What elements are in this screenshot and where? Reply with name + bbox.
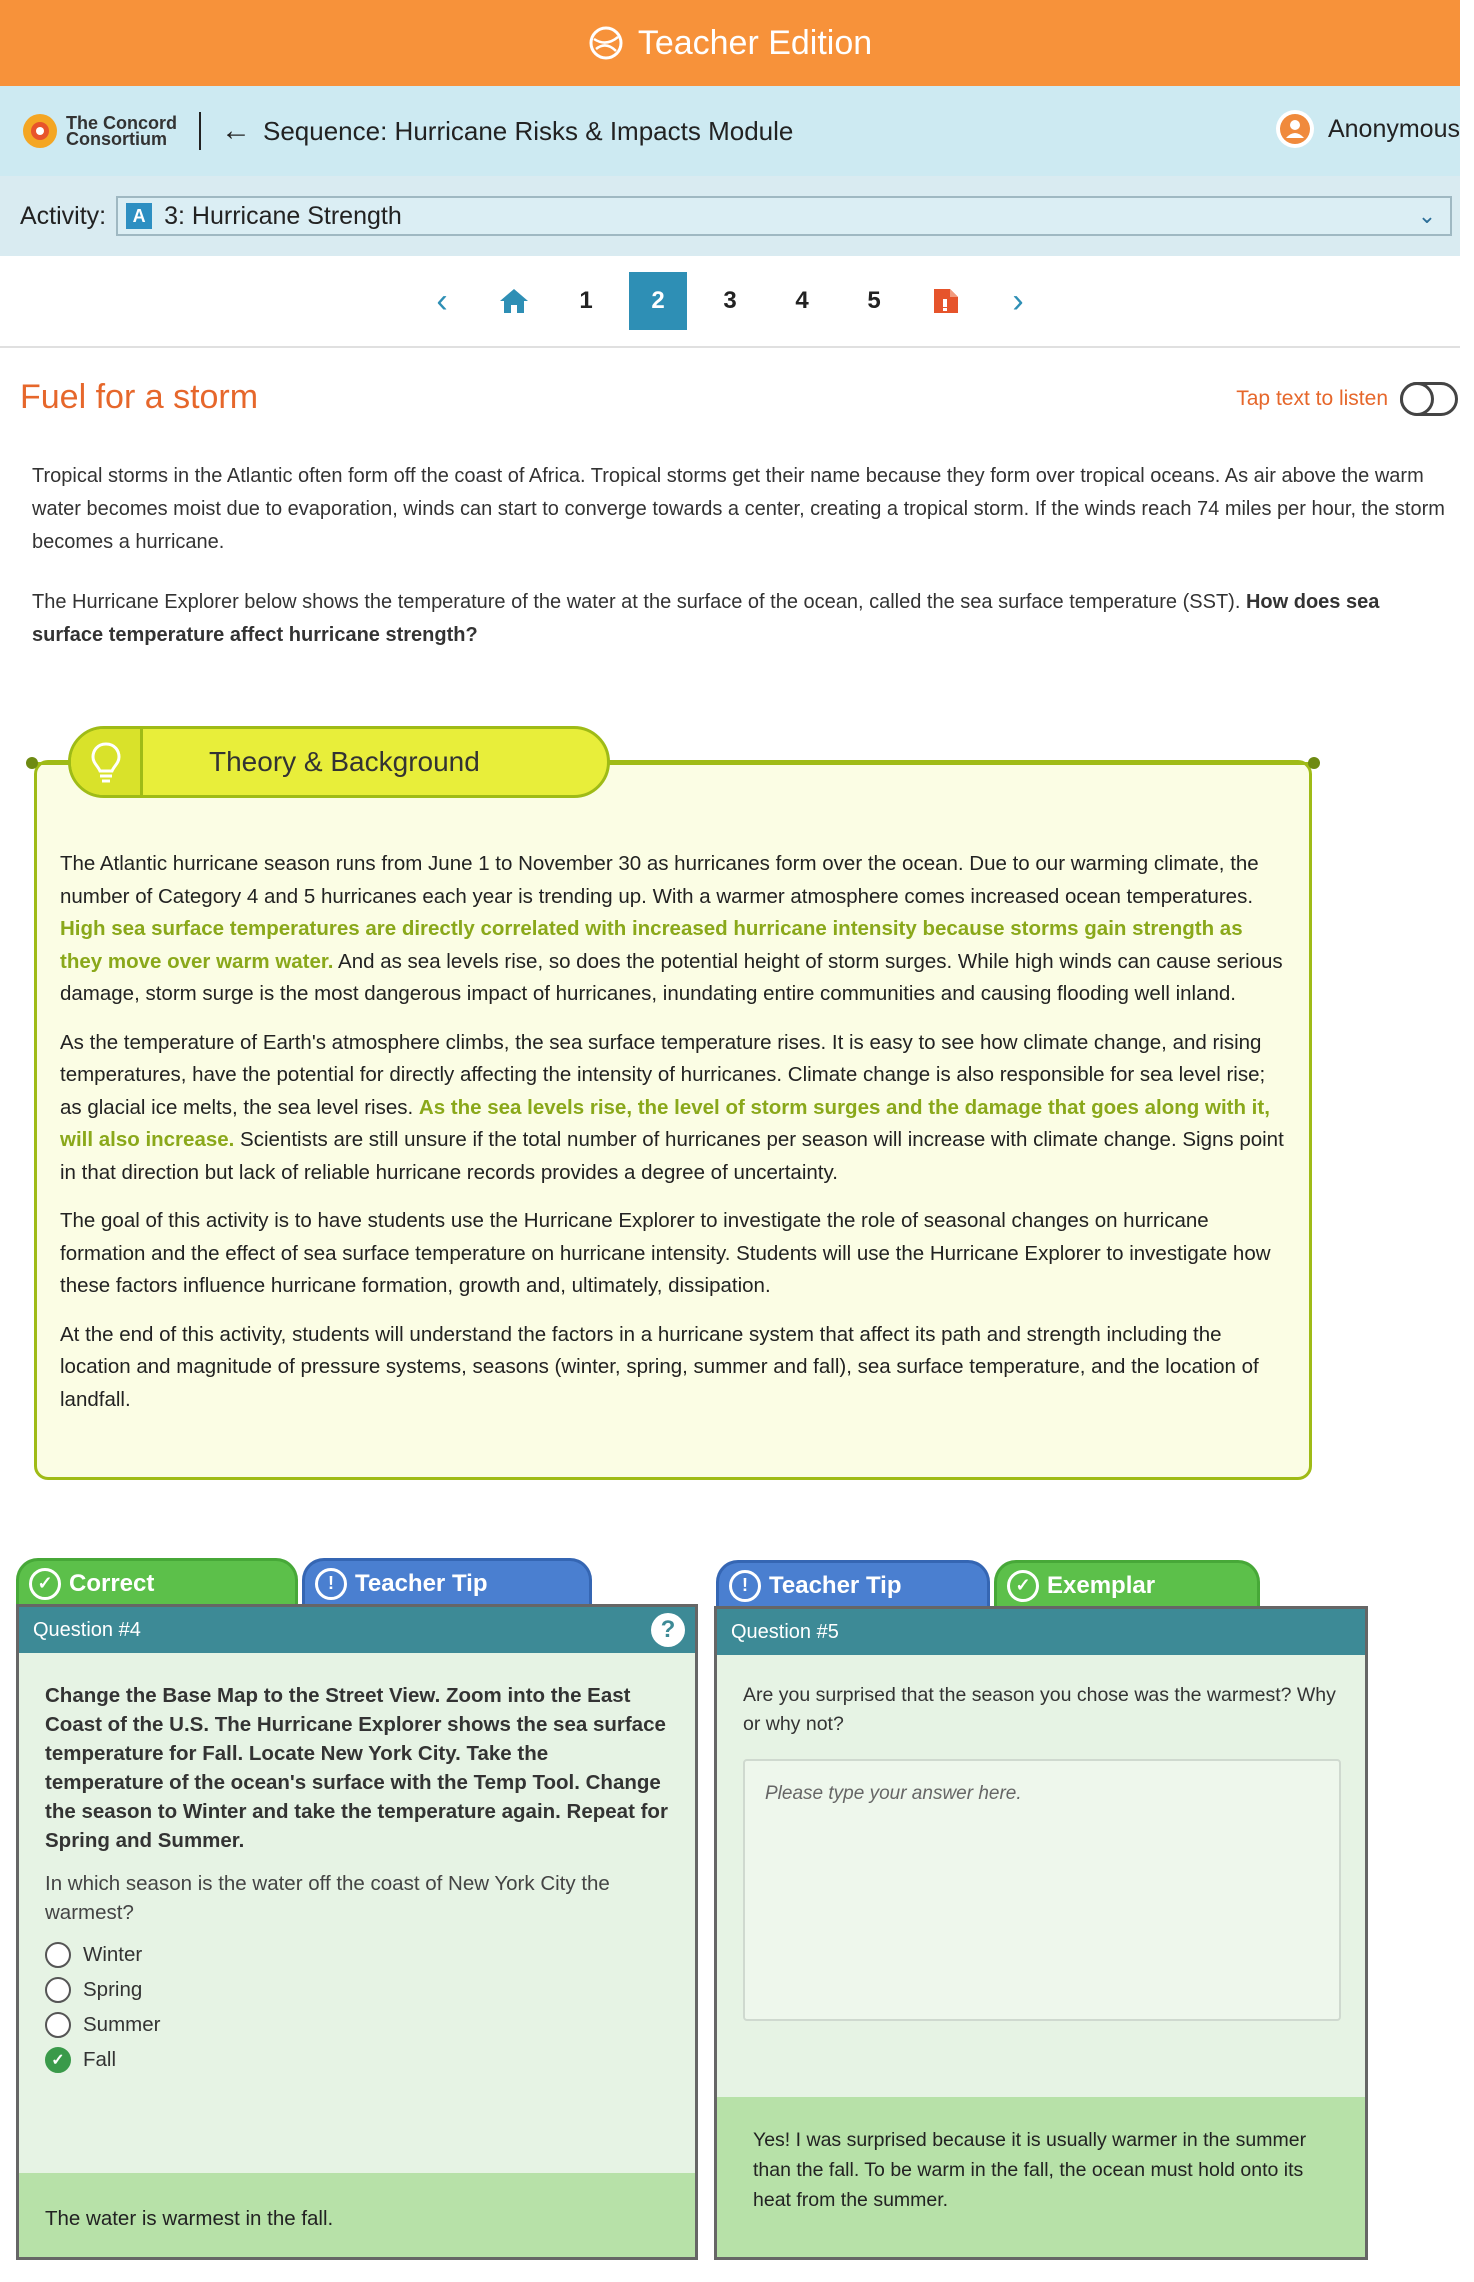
report-icon [931, 286, 961, 316]
home-icon [498, 287, 530, 315]
concord-logo[interactable] [20, 111, 177, 151]
theory-p1-a: The Atlantic hurricane season runs from June 1 to November 30 as hurricanes form over the ocean. Due to our warming climate, the number of Category 4 and 5 hurricanes each year is trending up. With a warmer atmosphere comes increased ocean temperatures. [60, 852, 1259, 908]
theory-paragraph-4: At the end of this activity, students will understand the factors in a hurricane system that affect its path and strength including the location and magnitude of pressure systems, seasons (winter, spring, summer and fall), sea surface temperature, and the location of landfall. [60, 1322, 1259, 1411]
radio-button[interactable] [45, 1977, 71, 2003]
option-label: Fall [83, 2047, 117, 2071]
top-nav [0, 86, 1460, 176]
logo-line2: Consortium [66, 129, 167, 149]
home-button[interactable] [485, 272, 543, 330]
activity-selected: 3: Hurricane Strength [164, 201, 402, 230]
intro-p2-question: How does sea surface temperature affect hurricane strength? [32, 591, 1380, 646]
page-5-button[interactable]: 5 [867, 287, 881, 314]
listen-control[interactable] [1236, 382, 1458, 416]
theory-p1-b: And as sea levels rise, so does the potential height of storm surges. While high winds can cause serious damage, storm surge is the most dangerous impact of hurricanes, inundating entire communities and causing flooding well inland. [60, 949, 1283, 1005]
rule-dot-right [1308, 757, 1320, 769]
globe-icon [588, 25, 624, 61]
page-title: Fuel for a storm [20, 378, 259, 416]
theory-p2-highlight: As the sea levels rise, the level of storm surges and the damage that goes along with it, will also increase. [60, 1095, 1270, 1151]
tab-teacher-tip-q5[interactable] [716, 1560, 990, 1608]
page-2-button[interactable]: 2 [629, 272, 687, 330]
tab-exemplar[interactable] [994, 1560, 1260, 1608]
help-icon[interactable]: ? [651, 1613, 685, 1647]
question-4-header [19, 1607, 695, 1653]
tab-correct[interactable] [16, 1558, 298, 1606]
theory-p1-highlight: High sea surface temperatures are directly correlated with increased hurricane intensity because storms gain strength as they move over warm water. [60, 917, 1243, 973]
page-1-button[interactable]: 1 [579, 287, 593, 314]
concord-logo-icon [20, 111, 60, 151]
intro-paragraph-2 [32, 586, 1452, 652]
radio-button[interactable] [45, 2012, 71, 2038]
question-5-header [717, 1609, 1365, 1655]
user-name: Anonymous [1327, 114, 1460, 143]
page-navigation [0, 256, 1460, 348]
radio-checked-icon[interactable]: ✓ [45, 2047, 71, 2073]
back-arrow-icon[interactable]: ← [221, 114, 251, 147]
question-4-question: In which season is the water off the coast of New York City the warmest? [45, 1872, 610, 1924]
option-winter[interactable] [45, 1937, 669, 1972]
activity-badge: A [126, 203, 152, 229]
page-4-button[interactable]: 4 [795, 287, 809, 314]
theory-p2-a: As the temperature of Earth's atmosphere climbs, the sea surface temperature rises. It is easy to see how climate change, and rising temperatures, have the potential for directly affecting the intensity of hurricanes. Climate change is also responsible for sea level rise; as glacial ice melts, the sea level rises. [60, 1030, 1266, 1119]
theory-paragraph-2 [60, 1027, 1290, 1190]
theory-p2-b: Scientists are still unsure if the total number of hurricanes per season will increase with climate change. Signs point in that direction but lack of reliable hurricane records provides a degree of uncertainty. [60, 1128, 1284, 1184]
chevron-down-icon: ⌄ [1417, 203, 1437, 228]
option-summer[interactable] [45, 2007, 669, 2042]
check-icon: ✓ [29, 1568, 61, 1600]
banner-title: Teacher Edition [637, 23, 873, 62]
option-spring[interactable] [45, 1972, 669, 2007]
question-5-title: Question #5 [731, 1620, 839, 1643]
question-4-answer: The water is warmest in the fall. [19, 2173, 695, 2257]
activity-select[interactable] [116, 196, 1452, 236]
listen-toggle[interactable] [1400, 382, 1458, 416]
teacher-edition-banner [0, 0, 1460, 86]
option-label: Spring [83, 1977, 143, 2001]
user-menu[interactable] [1276, 110, 1460, 148]
logo-line1: The Concord [66, 113, 177, 133]
theory-paragraph-1 [60, 848, 1290, 1011]
intro-paragraph-1: Tropical storms in the Atlantic often form off the coast of Africa. Tropical storms get their name because they form over tropical oceans. As air above the warm water becomes moist due to evaporation, winds can start to converge towards a center, creating a tropical storm. If the winds reach 74 miles per hour, the storm becomes a hurricane. [32, 465, 1445, 553]
option-label: Summer [83, 2012, 161, 2036]
sequence-link[interactable]: Sequence: Hurricane Risks & Impacts Module [263, 115, 794, 146]
activity-label: Activity: [20, 201, 107, 230]
question-4-prompt: Change the Base Map to the Street View. Zoom into the East Coast of the U.S. The Hurricane Explorer shows the sea surface temperature for Fall. Locate New York City. Take the temperature of the ocean's surface with the Temp Tool. Change the season to Winter and take the temperature again. Repeat for Spring and Summer. [45, 1684, 668, 1852]
page-3-button[interactable]: 3 [723, 287, 737, 314]
summary-page-button[interactable] [917, 272, 975, 330]
avatar [1276, 110, 1314, 148]
question-5-card [714, 1606, 1368, 2260]
theory-title: Theory & Background [209, 746, 480, 777]
question-5-exemplar: Yes! I was surprised because it is usually warmer in the summer than the fall. To be warm in the fall, the ocean must hold onto its heat from the summer. [717, 2097, 1365, 2257]
theory-tab[interactable] [68, 726, 610, 798]
intro-p2-text: The Hurricane Explorer below shows the temperature of the water at the surface of the ocean, called the sea surface temperature (SST). [32, 591, 1246, 613]
next-page-button[interactable]: › [1012, 281, 1024, 320]
info-icon: ! [315, 1568, 347, 1600]
user-icon [1279, 113, 1311, 145]
option-fall[interactable] [45, 2042, 669, 2077]
toggle-knob [1400, 382, 1434, 416]
theory-body [60, 848, 1290, 1432]
rule-dot-left [26, 757, 38, 769]
tab-teacher-tip-q4-label: Teacher Tip [355, 1569, 488, 1597]
activity-row [0, 176, 1460, 256]
radio-button[interactable] [45, 1942, 71, 1968]
check-icon: ✓ [1007, 1570, 1039, 1602]
listen-label: Tap text to listen [1236, 387, 1388, 410]
prev-page-button[interactable]: ‹ [436, 281, 448, 320]
info-icon: ! [729, 1570, 761, 1602]
answer-textarea[interactable]: Please type your answer here. [743, 1759, 1341, 2021]
question-4-title: Question #4 [33, 1618, 141, 1641]
question-4-card [16, 1604, 698, 2260]
tab-teacher-tip-q4[interactable] [302, 1558, 592, 1606]
theory-paragraph-3: The goal of this activity is to have students use the Hurricane Explorer to investigate the role of seasonal changes on hurricane formation and the effect of sea surface temperature on hurricane intensity. Students will use the Hurricane Explorer to investigate how these factors influence hurricane formation, growth and, ultimately, dissipation. [60, 1209, 1271, 1297]
tab-correct-label: Correct [69, 1569, 155, 1597]
divider [199, 112, 201, 150]
lightbulb-icon [71, 729, 143, 795]
tab-exemplar-label: Exemplar [1047, 1571, 1156, 1599]
question-4-options [45, 1937, 669, 2077]
tab-teacher-tip-q5-label: Teacher Tip [769, 1571, 902, 1599]
question-5-question: Are you surprised that the season you chose was the warmest? Why or why not? [743, 1684, 1336, 1735]
option-label: Winter [83, 1942, 143, 1966]
